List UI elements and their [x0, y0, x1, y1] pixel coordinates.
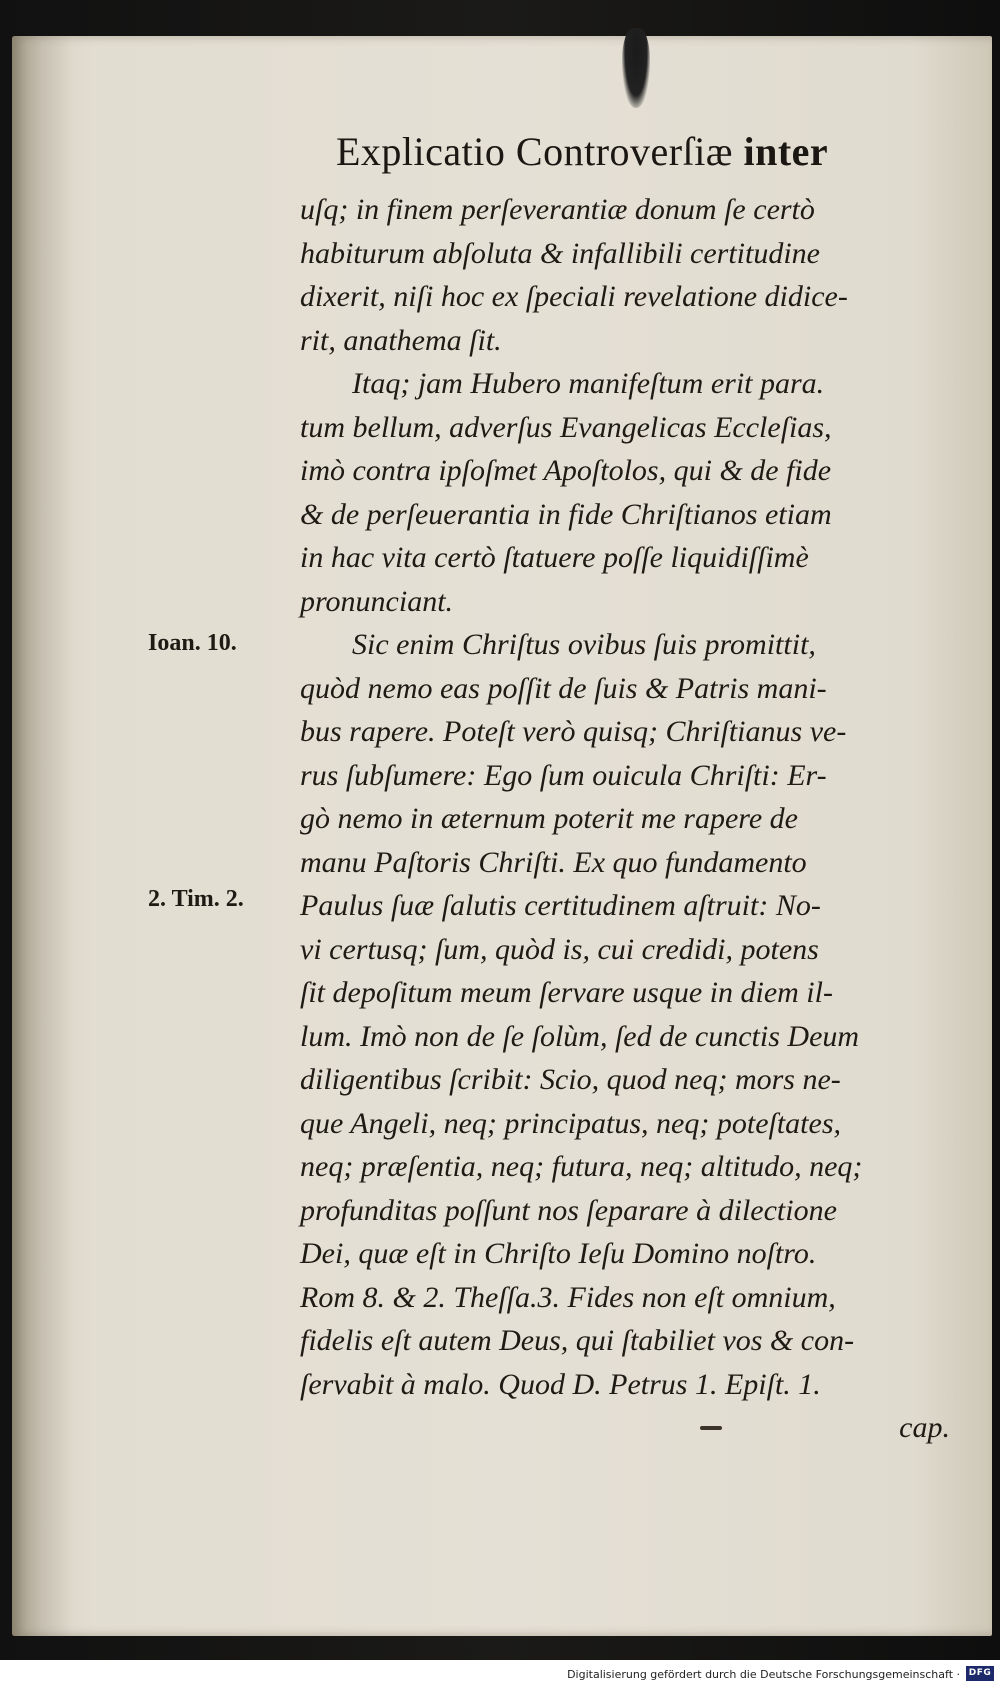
text-line: rus ſubſumere: Ego ſum ouicula Chriſti: Er-: [300, 758, 827, 792]
running-head: [336, 128, 936, 175]
text-line: rit, anathema ſit.: [300, 323, 502, 357]
ribbon-marker: [622, 28, 650, 108]
text-line: que Angeli, neq; principatus, neq; poteſtates,: [300, 1106, 842, 1140]
text-line: & de perſeuerantia in fide Chriſtianos etiam: [300, 497, 832, 531]
text-line: ſit depoſitum meum ſervare usque in diem il-: [300, 976, 833, 1009]
text-line: fidelis eſt autem Deus, qui ſtabiliet vos & con-: [300, 1324, 855, 1357]
text-line: dixerit, niſi hoc ex ſpeciali revelatione didice-: [300, 280, 848, 313]
footer-credit: Digitalisierung gefördert durch die Deutsche Forschungsgemeinschaft ·: [567, 1668, 960, 1681]
text-line: profunditas poſſunt nos ſeparare à dilectione: [300, 1193, 837, 1227]
text-line: Sic enim Chriſtus ovibus ſuis promittit,: [352, 628, 816, 661]
margin-note-ioan: Ioan. 10.: [148, 630, 237, 656]
text-line: lum. Imò non de ſe ſolùm, ſed de cunctis Deum: [300, 1019, 860, 1053]
text-line: gò nemo in æternum poterit me rapere de: [300, 802, 798, 835]
catchword: cap.: [899, 1411, 950, 1444]
text-line: diligentibus ſcribit: Scio, quod neq; mors ne-: [300, 1063, 841, 1096]
text-line: habiturum abſoluta & infallibili certitudine: [300, 236, 820, 270]
text-line: in hac vita certò ſtatuere poſſe liquidiſſimè: [300, 541, 809, 574]
text-line: pronunciant.: [300, 584, 454, 618]
text-line: manu Paſtoris Chriſti. Ex quo fundamento: [300, 845, 807, 879]
text-line: neq; præſentia, neq; futura, neq; altitudo, neq;: [300, 1150, 863, 1183]
text-line: Paulus ſuæ ſalutis certitudinem aſtruit: No-: [300, 889, 821, 922]
text-line: ſervabit à malo. Quod D. Petrus 1. Epiſt. 1.: [300, 1367, 821, 1401]
dfg-logo: DFG: [966, 1666, 994, 1681]
text-line: bus rapere. Poteſt verò quisq; Chriſtianus ve-: [300, 715, 847, 748]
margin-note-tim: 2. Tim. 2.: [148, 886, 244, 912]
text-line: Dei, quæ eſt in Chriſto Ieſu Domino noſtro.: [300, 1237, 817, 1270]
ink-mark: [700, 1426, 722, 1430]
text-line: imò contra ipſoſmet Apoſtolos, qui & de fide: [300, 454, 832, 487]
text-line: quòd nemo eas poſſit de ſuis & Patris mani-: [300, 671, 827, 705]
page-gutter-shadow: [12, 36, 72, 1636]
running-head-bold: inter: [743, 129, 829, 174]
text-line: uſq; in finem perſeverantiæ donum ſe certò: [300, 193, 815, 226]
text-line: Itaq; jam Hubero manifeſtum erit para.: [352, 367, 825, 400]
text-line: Rom 8. & 2. Theſſa.3. Fides non eſt omnium,: [300, 1280, 836, 1314]
text-line: tum bellum, adverſus Evangelicas Eccleſias,: [300, 410, 832, 444]
running-head-main: Explicatio Controverſiæ: [336, 129, 733, 174]
text-line: vi certusq; ſum, quòd is, cui credidi, potens: [300, 932, 819, 966]
body-text: [300, 188, 950, 1450]
